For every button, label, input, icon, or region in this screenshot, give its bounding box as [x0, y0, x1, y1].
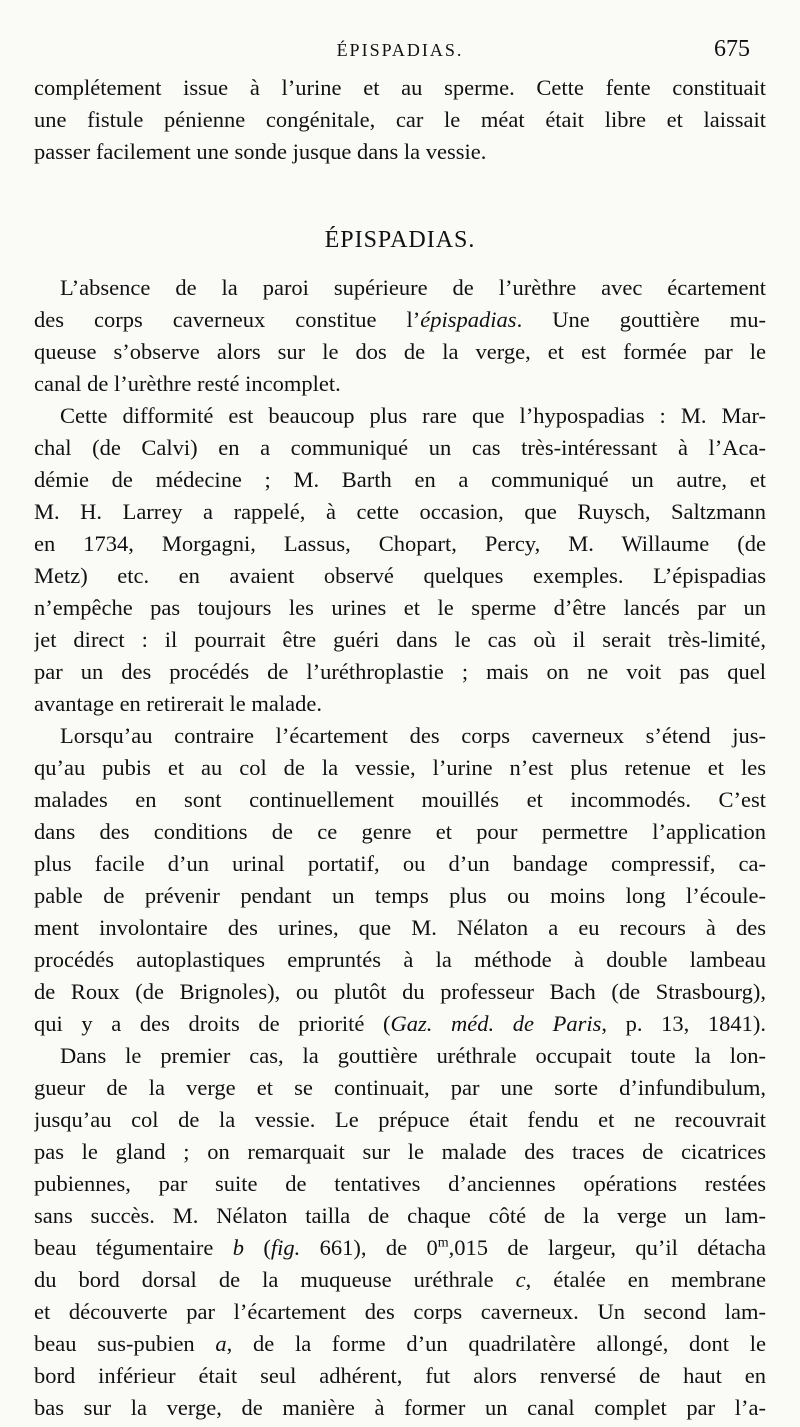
text-line: jet direct : il pourrait être guéri dans le cas où il serait très-limité, — [34, 627, 766, 652]
text-line: queuse s’observe alors sur le dos de la verge, et est formée par le — [34, 339, 766, 364]
text-run: . Une gouttière mu- — [516, 307, 766, 332]
text-run: beau tégumentaire — [34, 1235, 233, 1260]
text-line: malades en sont continuellement mouillés et incommodés. C’est — [34, 787, 766, 812]
text-run: 661), de 0 — [300, 1235, 438, 1260]
text-line: Lorsqu’au contraire l’écartement des corps caverneux s’étend jus- — [60, 723, 766, 748]
text-run: qui y a des droits de priorité ( — [34, 1011, 391, 1036]
paragraph-rarity — [34, 400, 766, 720]
text-line: Metz) etc. en avaient observé quelques exemples. L’épispadias — [34, 563, 766, 588]
text-line: sans succès. M. Nélaton tailla de chaque côté de la verge un lam- — [34, 1203, 766, 1228]
text-line: L’absence de la paroi supérieure de l’urèthre avec écartement — [60, 275, 766, 300]
text-run: , étalée en membrane — [525, 1267, 766, 1292]
text-run: , p. 13, 1841). — [601, 1011, 766, 1036]
paragraph-definition — [34, 272, 766, 400]
text-line: pable de prévenir pendant un temps plus ou moins long l’écoule- — [34, 883, 766, 908]
body-text — [34, 72, 766, 1424]
text-line: de Roux (de Brignoles), ou plutôt du professeur Bach (de Strasbourg), — [34, 979, 766, 1004]
text-line: jusqu’au col de la vessie. Le prépuce était fendu et ne recouvrait — [34, 1107, 766, 1132]
text-line: complétement issue à l’urine et au sperme. Cette fente constituait — [34, 75, 766, 100]
text-line: gueur de la verge et se continuait, par une sorte d’infundibulum, — [34, 1075, 766, 1100]
text-line: passer facilement une sonde jusque dans la vessie. — [34, 139, 487, 164]
text-line: et découverte par l’écartement des corps caverneux. Un second lam- — [34, 1299, 766, 1324]
italic-fig: fig. — [270, 1235, 301, 1260]
running-title: ÉPISPADIAS. — [336, 40, 464, 60]
page-number: 675 — [714, 36, 750, 62]
text-run: ( — [243, 1235, 271, 1260]
text-line: plus facile d’un urinal portatif, ou d’un bandage compressif, ca- — [34, 851, 766, 876]
text-line: par un des procédés de l’uréthroplastie ; mais on ne voit pas quel — [34, 659, 766, 684]
text-line: Cette difformité est beaucoup plus rare que l’hypospadias : M. Mar- — [60, 403, 766, 428]
paragraph-continued — [34, 72, 766, 168]
section-heading: ÉPISPADIAS. — [324, 227, 476, 253]
italic-letter: c — [515, 1267, 526, 1292]
text-line: canal de l’urèthre resté incomplet. — [34, 371, 341, 396]
text-line: procédés autoplastiques empruntés à la méthode à double lambeau — [34, 947, 766, 972]
text-line: dans des conditions de ce genre et pour permettre l’application — [34, 819, 766, 844]
text-line — [34, 304, 766, 336]
text-line: chal (de Calvi) en a communiqué un cas très-intéressant à l’Aca- — [34, 435, 766, 460]
text-run: beau sus-pubien — [34, 1331, 216, 1356]
text-line: qu’au pubis et au col de la vessie, l’urine n’est plus retenue et les — [34, 755, 766, 780]
text-line: avantage en retirerait le malade. — [34, 691, 322, 716]
text-run: ,015 de largeur, qu’il détacha — [448, 1235, 766, 1260]
text-line: bas sur la verge, de manière à former un canal complet par l’a- — [34, 1395, 766, 1420]
running-header — [34, 36, 766, 68]
text-run: du bord dorsal de la muqueuse uréthrale — [34, 1267, 516, 1292]
text-line: M. H. Larrey a rappelé, à cette occasion, que Ruysch, Saltzmann — [34, 499, 766, 524]
text-line — [34, 1328, 766, 1360]
text-line — [34, 1232, 766, 1264]
text-line: ment involontaire des urines, que M. Nélaton a eu recours à des — [34, 915, 766, 940]
italic-letter: a — [215, 1331, 227, 1356]
italic-letter: b — [232, 1235, 244, 1260]
text-line — [34, 1264, 766, 1296]
text-run: des corps caverneux constitue l’ — [34, 307, 421, 332]
text-line: bord inférieur était seul adhérent, fut alors renversé de haut en — [34, 1363, 766, 1388]
italic-citation: Gaz. méd. de Paris — [390, 1011, 602, 1036]
paragraph-nelaton-procedure — [34, 720, 766, 1040]
text-line: pas le gland ; on remarquait sur le malade des traces de cicatrices — [34, 1139, 766, 1164]
text-line: en 1734, Morgagni, Lassus, Chopart, Percy, M. Willaume (de — [34, 531, 766, 556]
text-line: n’empêche pas toujours les urines et le sperme d’être lancés par un — [34, 595, 766, 620]
text-line: démie de médecine ; M. Barth en a communiqué un autre, et — [34, 467, 766, 492]
text-line: Dans le premier cas, la gouttière uréthrale occupait toute la lon- — [60, 1043, 766, 1068]
italic-term: épispadias — [420, 307, 517, 332]
paragraph-first-case — [34, 1040, 766, 1424]
superscript-unit: m — [437, 1235, 449, 1251]
text-run: , de la forme d’un quadrilatère allongé, dont le — [226, 1331, 766, 1356]
text-line: une fistule pénienne congénitale, car le méat était libre et laissait — [34, 107, 766, 132]
text-line: pubiennes, par suite de tentatives d’anciennes opérations restées — [34, 1171, 766, 1196]
text-line — [34, 1008, 766, 1040]
